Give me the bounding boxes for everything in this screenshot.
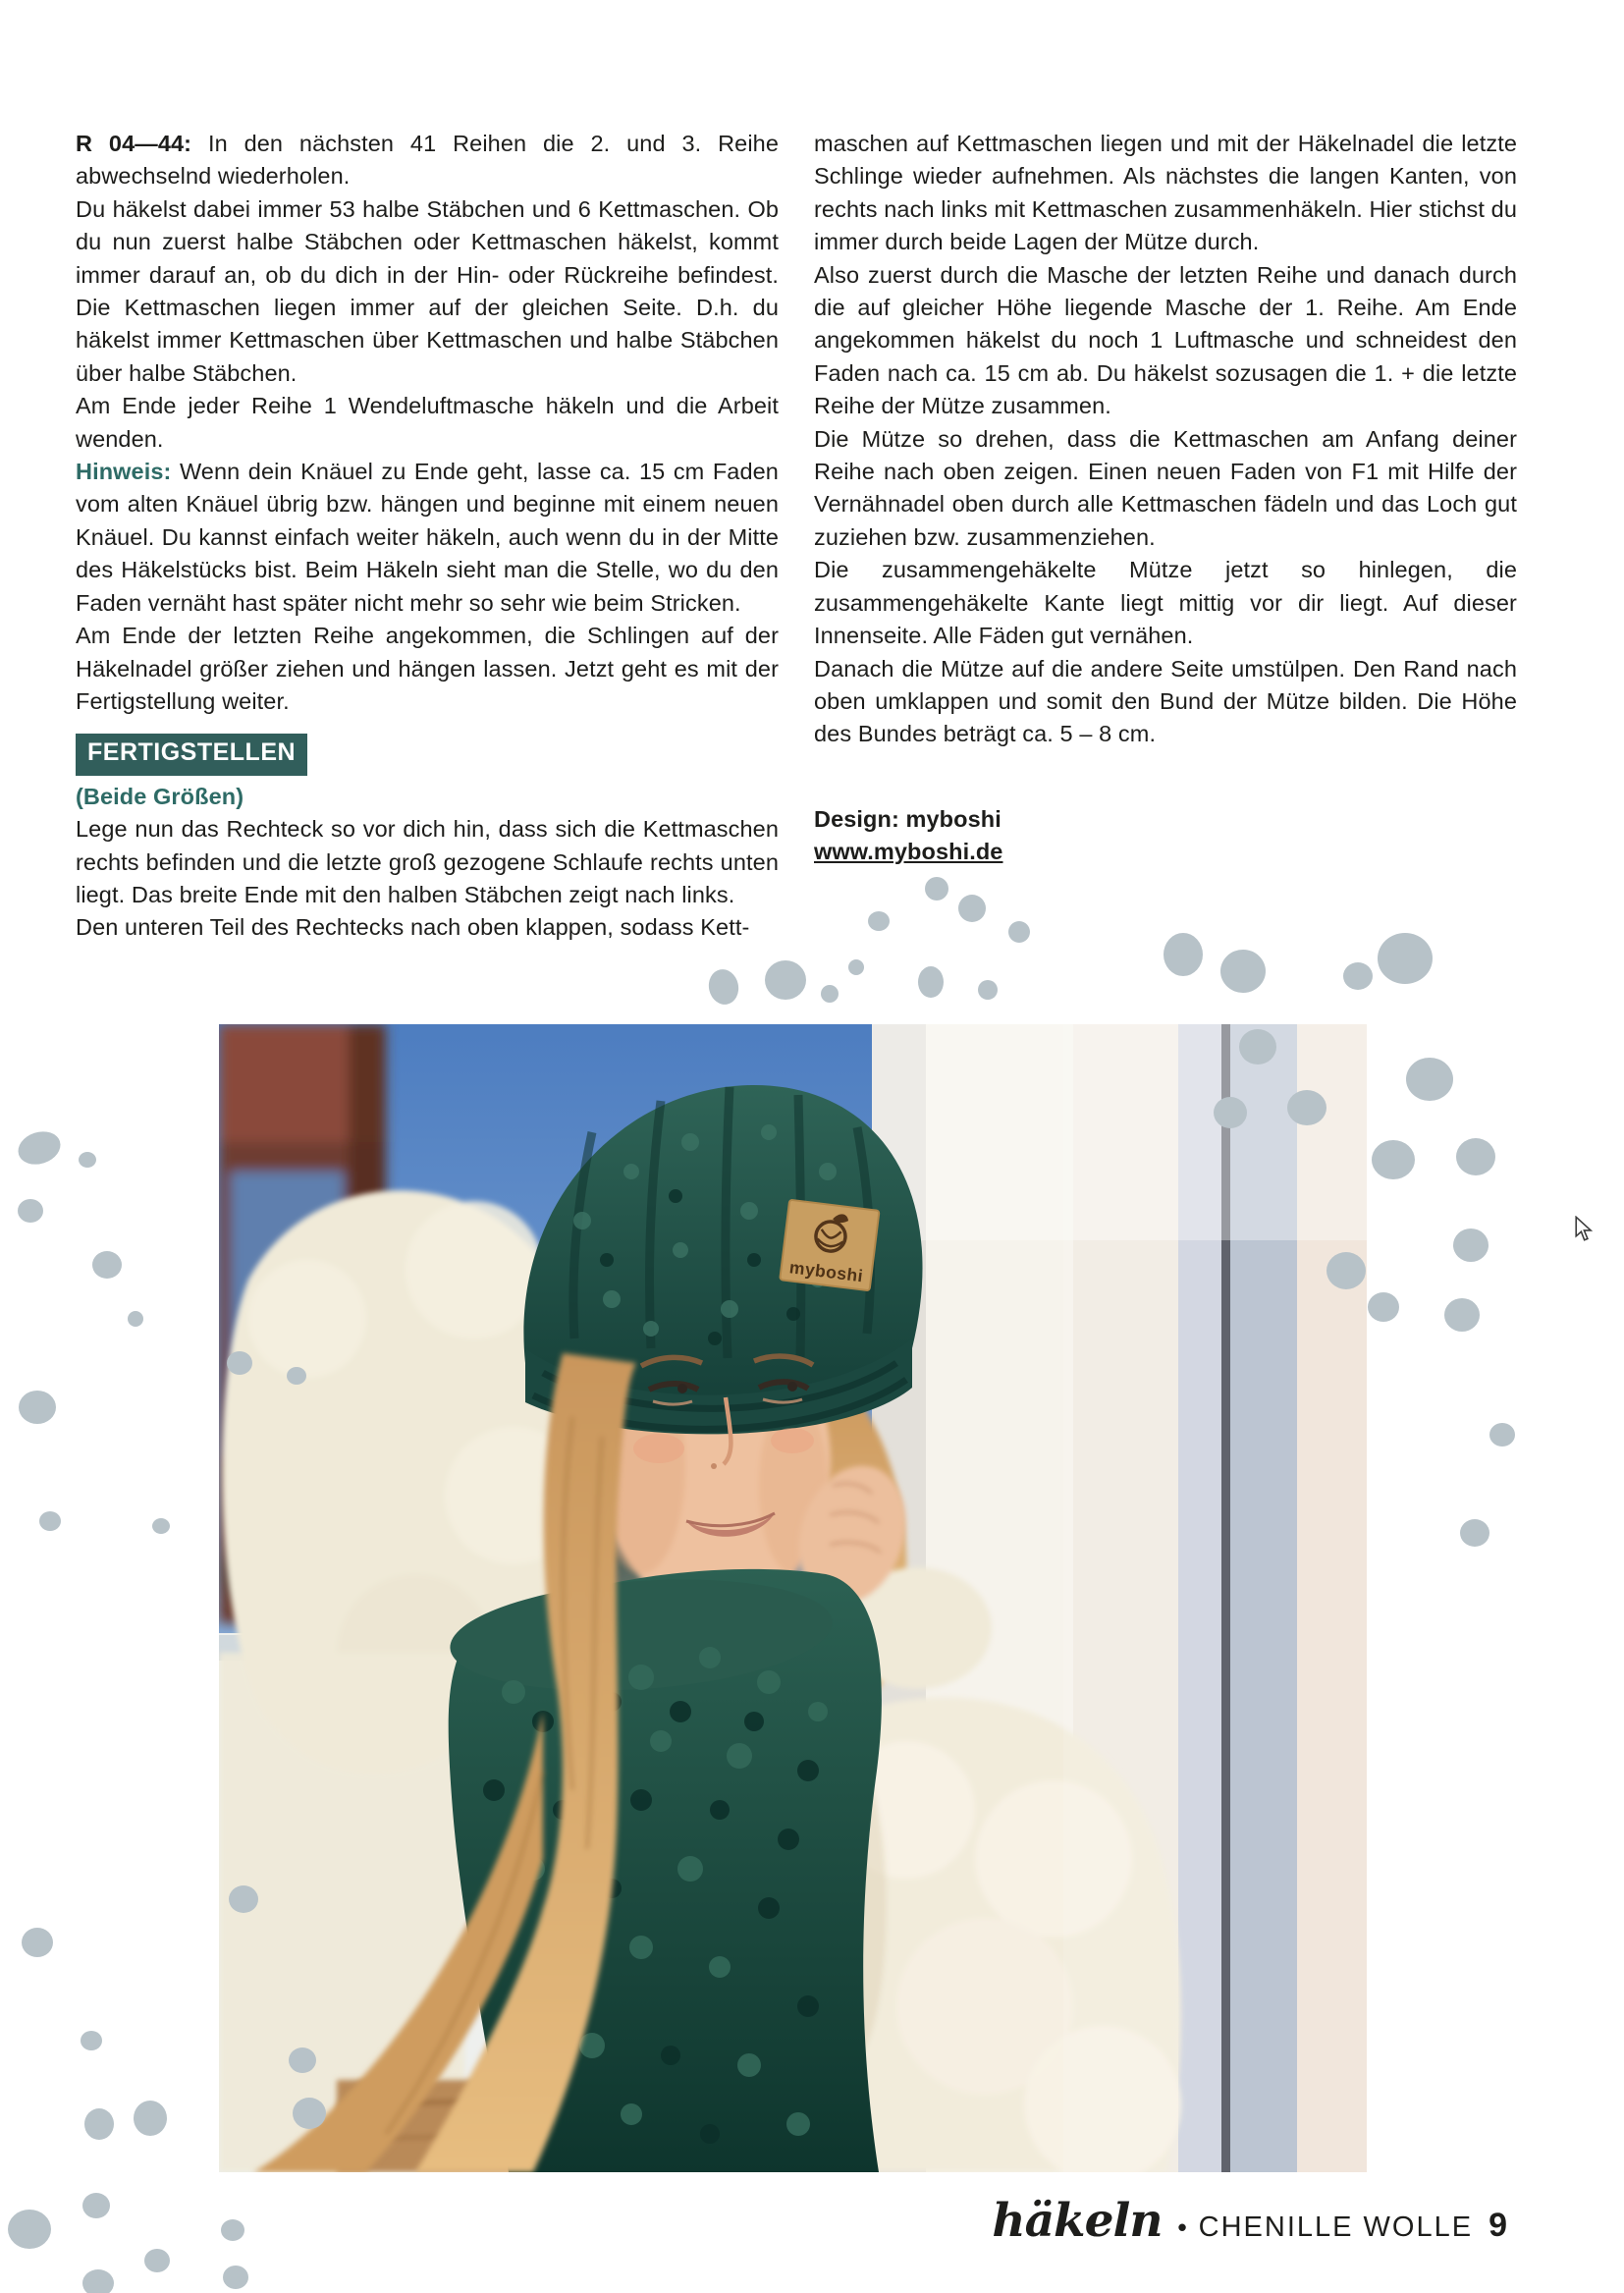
paragraph-text: In den nächsten 41 Reihen die 2. und 3. Reihe abwechselnd wiederholen. xyxy=(76,131,779,190)
paragraph: Also zuerst durch die Masche der letzten Reihe und danach durch die auf gleicher Höhe liegende Masche der 1. Reihe. Am Ende angekommen häkelst du noch 1 Luftmasche und schneidest den Faden nach ca. 15 cm ab. Du häkelst sozusagen die 1. + die letzte Reihe der Mütze zusammen. xyxy=(814,261,1517,419)
myboshi-label-patch xyxy=(780,1200,879,1291)
section-heading-fertigstellen: FERTIGSTELLEN xyxy=(76,734,307,775)
design-credit: Design: myboshi xyxy=(814,805,1001,832)
section-heading-wrap xyxy=(76,734,779,775)
myboshi-link[interactable]: www.myboshi.de xyxy=(814,839,1003,865)
paragraph: Du häkelst dabei immer 53 halbe Stäbchen und 6 Kettmaschen. Ob du nun zuerst halbe Stäbchen oder Kettmaschen häkelst, kommt immer darauf an, ob du dich in der Hin- oder Rückreihe befindest. Die Kettmaschen liegen immer auf der gleichen Seite. D.h. du häkelst immer Kettmaschen über Kettmaschen und halbe Stäbchen über halbe Stäbchen. xyxy=(76,195,779,386)
mouse-cursor-icon xyxy=(1573,1216,1595,1241)
design-url-row xyxy=(814,836,1517,868)
right-column xyxy=(814,128,1517,869)
paragraph: Danach die Mütze auf die andere Seite umstülpen. Den Rand nach oben umklappen und somit den Bund der Mütze bilden. Die Höhe des Bundes beträgt ca. 5 – 8 cm. xyxy=(814,655,1517,747)
paragraph-row-instructions xyxy=(76,128,779,193)
paragraph-note xyxy=(76,456,779,620)
paragraph: Den unteren Teil des Rechtecks nach oben klappen, sodass Kett- xyxy=(76,914,750,941)
note-label: Hinweis: xyxy=(76,459,172,485)
footer-category-script: häkeln xyxy=(992,2194,1163,2248)
section-subheading-sizes: (Beide Größen) xyxy=(76,783,244,809)
paragraph-text: Wenn dein Knäuel zu Ende geht, lasse ca. 15 cm Faden vom alten Knäuel übrig bzw. hängen und beginne mit einem neuen Knäuel. Du kannst einfach weiter häkeln, auch wenn du in der Mitte des Häkelstücks bist. Beim Häkeln sieht man die Stelle, wo du den Faden vernäht hast später nicht mehr so sehr wie beim Stricken. xyxy=(76,459,779,616)
footer-bullet: • xyxy=(1177,2212,1187,2242)
paragraph: Die Mütze so drehen, dass die Kettmaschen am Anfang deiner Reihe nach oben zeigen. Einen neuen Faden von F1 mit Hilfe der Vernähnadel oben durch alle Kettmaschen fädeln und das Loch gut zuziehen bzw. zusammenziehen. xyxy=(814,425,1517,550)
page-number: 9 xyxy=(1489,2207,1507,2244)
page-footer xyxy=(992,2194,1507,2248)
paragraph: maschen auf Kettmaschen liegen und mit der Häkelnadel die letzte Schlinge wieder aufnehmen. Als nächstes die langen Kanten, von rechts nach links mit Kettmaschen zusammenhäkeln. Hier stichst du immer durch beide Lagen der Mütze durch. xyxy=(814,131,1517,255)
paragraph: Die zusammengehäkelte Mütze jetzt so hinlegen, die zusammengehäkelte Kante liegt mittig vor dir liegt. Auf dieser Innenseite. Alle Fäden gut vernähen. xyxy=(814,557,1517,649)
row-range-label: R 04—44: xyxy=(76,131,192,156)
label-brand-text: myboshi xyxy=(787,1257,865,1286)
paragraph: Am Ende der letzten Reihe angekommen, die Schlingen auf der Häkelnadel größer ziehen und hängen lassen. Jetzt geht es mit der Fertigstellung weiter. xyxy=(76,623,779,714)
footer-topic-label: CHENILLE WOLLE xyxy=(1198,2211,1474,2243)
paragraph: Am Ende jeder Reihe 1 Wendeluftmasche häkeln und die Arbeit wenden. xyxy=(76,393,779,452)
photo-illustration xyxy=(219,1024,1367,2172)
model-photo xyxy=(219,1024,1367,2172)
left-column xyxy=(76,128,779,945)
paragraph: Lege nun das Rechteck so vor dich hin, dass sich die Kettmaschen rechts befinden und die letzte groß gezogene Schlaufe rechts unten liegt. Das breite Ende mit den halben Stäbchen zeigt nach links. xyxy=(76,816,779,907)
light-wash xyxy=(1063,1024,1367,2172)
